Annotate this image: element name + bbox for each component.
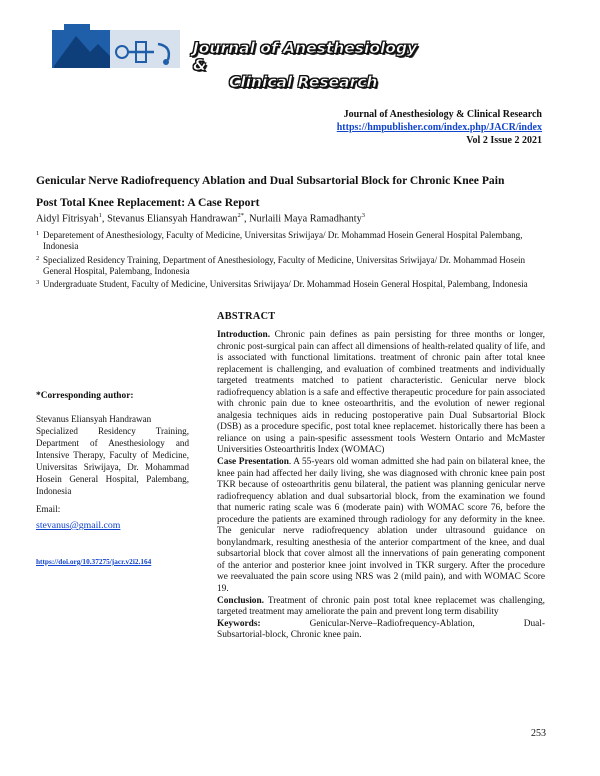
journal-name: Journal of Anesthesiology & Clinical Research (343, 109, 542, 120)
intro-text: Chronic pain defines as pain persisting for three months or longer, chronic post-surgical pain can affect all dimensions of health-related quality of life, and is associated with functional limitations. treatment of chronic pain after total knee replacement is challenging, and evaluation of combined treatments and individually targeted treatments matched to patient characteristic. Genicular nerve block radiofrequency ablation is a safe and effective therapeutic procedure for pain associated with chronic pain due to knee osteoarthritis, and the evolution of newer regional analgesia techniques aids in reducing postoperative pain Dual Subsartorial Block (DSB) as a procedure specific, post total knee replacemet. historically there has been a reliance on using a pain-spesific assessment tools Western Ontario and McMaster Universities Osteoarthritis Index (WOMAC) (217, 330, 545, 456)
corresponding-author-heading: *Corresponding author: (36, 391, 134, 401)
volume-issue: Vol 2 Issue 2 2021 (466, 135, 542, 146)
abstract-conclusion (217, 596, 545, 619)
case-label: Case Presentation (217, 457, 289, 468)
author-list: Aidyl Fitrisyah$^1$, Stevanus Eliansyah Handrawan$^{2*}$, Nurlaili Maya Ramadhanty$^3$ (36, 212, 366, 225)
email-link[interactable]: stevanus@gmail.com (36, 520, 121, 531)
abstract-heading: ABSTRACT (217, 311, 276, 322)
affiliation-item (36, 230, 556, 253)
case-text: . A 55-years old woman admitted she had pain on bilateral knee, the knee pain had affected her daily living, she was diagnosed with chronic knee pain post TKR because of osteoarthritis genu bilateral, the patient was planning genicular nerve radiofrequency ablation and dual subsartorial block, from the examination we found that numeric rating scale was 6 (moderate pain) with WOMAC score 76, before the procedure the patients are examined through radiology for any deformity in the knee. The genicular nerve radiofrequency ablation under ultrasound guidance on bonylandmark, resulting anesthesia of the anterior compartment of the knee, and dual subsartorial block that cover almost all the innervations of pain generating component of the anterior and posterior knee joint involved in TKR surgery. After the procedure we reevaluated the pain score using NRS was 2 (mild pain), and with WOMAC Score 19. (217, 457, 545, 595)
keywords-label: Keywords: (217, 618, 261, 629)
affiliation-text: Undergraduate Student, Faculty of Medicine, Universitas Sriwijaya/ Dr. Mohammad Hosein General Hospital, Palembang, Indonesia (43, 279, 528, 290)
affiliation-text: Specialized Residency Training, Department of Anesthesiology, Faculty of Medicine, Universitas Sriwijaya/ Dr. Mohammad Hosein General Hospital, Palembang, Indonesia (43, 254, 526, 276)
corresponding-author-name: Stevanus Eliansyah Handrawan (36, 414, 152, 424)
keywords-second: Dual- (523, 618, 545, 629)
keywords-rest: Subsartorial-block, Chronic knee pain. (217, 630, 362, 641)
banner-line-1: Journal of Anesthesiology & (193, 39, 418, 74)
abstract-introduction (217, 330, 545, 457)
affiliation-text: Deparetement of Anesthesiology, Faculty of Medicine, Universitas Sriwijaya/ Dr. Mohammad Hosein General Hospital Palembang, Indonesia (43, 230, 523, 252)
title-line-2: Post Total Knee Replacement: A Case Report (36, 196, 260, 209)
affiliation-number: 2 (36, 254, 40, 262)
author-name: Stevanus Eliansyah Handrawan (107, 213, 238, 225)
banner-line-2: Clinical Research (229, 73, 378, 91)
email-label: Email: (36, 504, 61, 514)
corresponding-author-address: Specialized Residency Training, Department of Anesthesiology and Intensive Therapy, Faculty of Medicine, Universitas Sriwijaya, Dr. Mohammad Hosein General Hospital, Palembang, Indonesia (36, 426, 189, 497)
keywords-line (217, 619, 545, 631)
journal-meta (337, 108, 542, 147)
conclusion-text: Treatment of chronic pain post total knee replacemet was challenging, targeted treatment may ameliorate the pain and prevent long term disability (217, 595, 545, 618)
abstract-case (217, 457, 545, 596)
affiliation-number: 3 (36, 279, 40, 287)
keywords-first: Genicular-Nerve–Radiofrequency-Ablation, (309, 618, 475, 629)
author-mark: 3 (361, 212, 366, 219)
title-line-1: Genicular Nerve Radiofrequency Ablation and Dual Subsartorial Block for Chronic Knee Pain (36, 174, 505, 187)
journal-logo (50, 22, 185, 80)
logo-graphic-icon (50, 22, 185, 80)
doi-link[interactable]: https://doi.org/10.37275/jacr.v2i2.164 (36, 557, 152, 566)
author-name: Aidyl Fitrisyah (36, 213, 99, 225)
page-number: 253 (531, 728, 546, 739)
author-name: Nurlaili Maya Ramadhanty (249, 213, 362, 225)
affiliation-number: 1 (36, 230, 40, 237)
author-mark: 1 (98, 212, 102, 219)
affiliation-item (36, 279, 556, 290)
author-mark: 2* (237, 212, 244, 219)
affiliation-list (36, 230, 556, 292)
conclusion-label: Conclusion. (217, 595, 264, 606)
article-title (36, 170, 576, 214)
intro-label: Introduction. (217, 330, 271, 340)
affiliation-item (36, 255, 556, 278)
journal-banner-title (193, 40, 423, 91)
journal-url-link[interactable]: https://hmpublisher.com/index.php/JACR/index (336, 122, 542, 133)
abstract-body (217, 330, 545, 642)
